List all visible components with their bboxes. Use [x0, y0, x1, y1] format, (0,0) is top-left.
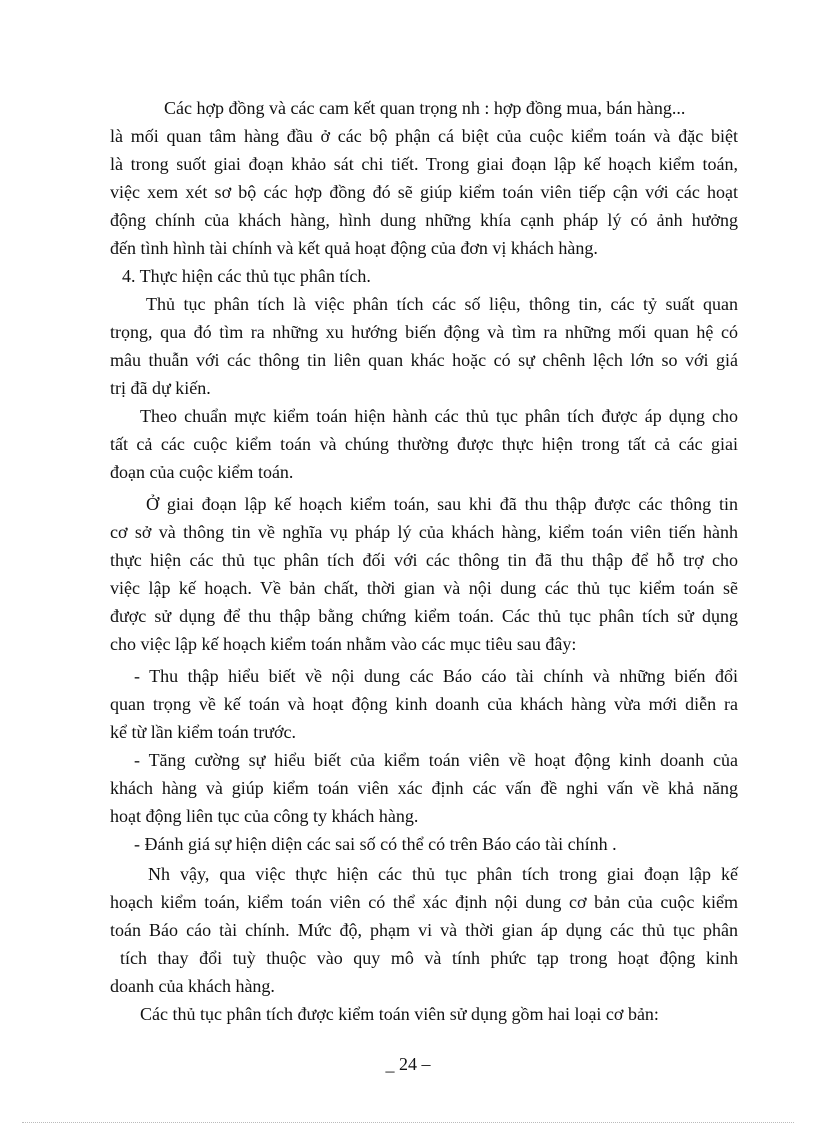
text-line: 4. Thực hiện các thủ tục phân tích.: [122, 266, 371, 286]
text-line: được sử dụng để thu thập bằng chứng kiểm toán. Các thủ tục phân tích sử dụng: [110, 606, 738, 626]
text-line: cho việc lập kế hoạch kiểm toán nhằm vào các mục tiêu sau đây:: [110, 634, 577, 654]
text-line: - Thu thập hiểu biết về nội dung các Báo cáo tài chính và những biến đổi: [134, 666, 738, 686]
text-line: toán Báo cáo tài chính. Mức độ, phạm vi và thời gian áp dụng các thủ tục phân: [110, 920, 738, 940]
text-line: khách hàng và giúp kiểm toán viên xác định các vấn đề nghi vấn về khả năng: [110, 778, 738, 798]
text-line: kể từ lần kiểm toán trước.: [110, 722, 296, 742]
text-line: doanh của khách hàng.: [110, 976, 275, 996]
text-line: đoạn của cuộc kiểm toán.: [110, 462, 294, 482]
text-line: Theo chuẩn mực kiểm toán hiện hành các thủ tục phân tích được áp dụng cho: [140, 406, 738, 426]
text-line: đến tình hình tài chính và kết quả hoạt động của đơn vị khách hàng.: [110, 238, 598, 258]
text-line: Nh vậy, qua việc thực hiện các thủ tục phân tích trong giai đoạn lập kế: [148, 864, 738, 884]
text-line: việc lập kế hoạch. Về bản chất, thời gian và nội dung các thủ tục kiểm toán sẽ: [110, 578, 738, 598]
text-line: hoạt động liên tục của công ty khách hàng.: [110, 806, 419, 826]
text-line: việc xem xét sơ bộ các hợp đồng đó sẽ giúp kiểm toán viên tiếp cận với các hoạt: [110, 182, 738, 202]
text-line: cơ sở và thông tin về nghĩa vụ pháp lý của khách hàng, kiểm toán viên tiến hành: [110, 522, 738, 542]
text-line: động chính của khách hàng, hình dung những khía cạnh pháp lý có ảnh hưởng: [110, 210, 738, 230]
text-line: tất cả các cuộc kiểm toán và chúng thường được thực hiện trong tất cả các giai: [110, 434, 738, 454]
text-line: trọng, qua đó tìm ra những xu hướng biến động và tìm ra những mối quan hệ có: [110, 322, 738, 342]
text-line: trị đã dự kiến.: [110, 378, 211, 398]
text-line: thực hiện các thủ tục phân tích đối với các thông tin đã thu thập để hỗ trợ cho: [110, 550, 738, 570]
text-line: Các thủ tục phân tích được kiểm toán viên sử dụng gồm hai loại cơ bản:: [140, 1004, 659, 1024]
text-line: quan trọng về kế toán và hoạt động kinh doanh của khách hàng vừa mới diễn ra: [110, 694, 738, 714]
text-line: mâu thuẫn với các thông tin liên quan khác hoặc có sự chênh lệch lớn so với giá: [110, 350, 738, 370]
text-line: Thủ tục phân tích là việc phân tích các số liệu, thông tin, các tỷ suất quan: [146, 294, 738, 314]
text-line: là mối quan tâm hàng đầu ở các bộ phận cá biệt của cuộc kiểm toán và đặc biệt: [110, 126, 738, 146]
text-line: - Tăng cường sự hiểu biết của kiểm toán viên về hoạt động kinh doanh của: [134, 750, 738, 770]
text-line: là trong suốt giai đoạn khảo sát chi tiết. Trong giai đoạn lập kế hoạch kiểm toán,: [110, 154, 738, 174]
page-number: _ 24 –: [385, 1054, 431, 1074]
text-line: tích thay đổi tuỳ thuộc vào quy mô và tính phức tạp trong hoạt động kinh: [120, 948, 738, 968]
text-line: Các hợp đồng và các cam kết quan trọng nh : hợp đồng mua, bán hàng...: [164, 98, 686, 118]
text-line: hoạch kiểm toán, kiểm toán viên có thể xác định nội dung cơ bản của cuộc kiểm: [110, 892, 738, 912]
text-line: Ở giai đoạn lập kế hoạch kiểm toán, sau khi đã thu thập được các thông tin: [146, 494, 738, 514]
text-line: - Đánh giá sự hiện diện các sai số có thể có trên Báo cáo tài chính .: [134, 834, 617, 854]
